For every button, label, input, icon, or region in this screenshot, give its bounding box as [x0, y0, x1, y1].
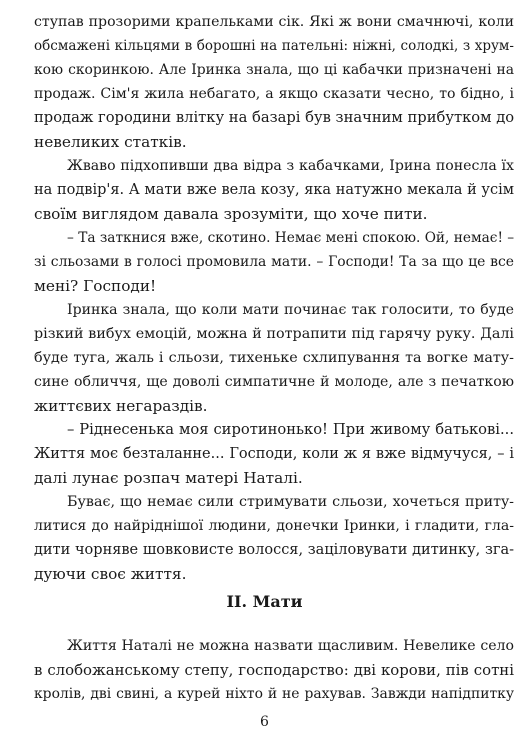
text-line: обсмажені кільцями в борошні на пательні: ніжні, солодкі, з хрум- [34, 38, 514, 54]
text-line: життєвих негараздів. [34, 397, 208, 415]
text-line: дуючи своє життя. [34, 565, 187, 583]
text-line: мені? Господи! [34, 277, 157, 295]
text-line: невеликих статків. [34, 133, 187, 151]
text-line: своїм виглядом давала зрозуміти, що хоче пити. [34, 205, 428, 223]
text-line: кою скоринкою. Але Іринка знала, що ці кабачки призначені на [34, 62, 514, 78]
page-number: 6 [260, 714, 269, 730]
text-line: буде туга, жаль і сльози, тихенькe схлипування та вогке мату- [34, 350, 514, 366]
text-line: кролів, дві свині, а курей ніхто й не рахував. Завжди напідпитку [34, 686, 514, 702]
text-line: продаж городини влітку на базарі був значним прибутком до [34, 109, 515, 126]
text-line: Іринка знала, що коли мати починає так голосити, то буде [67, 302, 514, 318]
text-line: ступав прозорими крапельками сік. Які ж вони смачнючі, коли [34, 14, 514, 30]
text-line: – Та заткнися вже, скотино. Немає мені спокою. Ой, немає! – [67, 230, 515, 246]
text-line: сине обличчя, ще доволі симпатичне й молоде, але з печаткою [34, 374, 514, 390]
text-line: дити чорняве шовковисте волосся, заціловувати дитинку, зга- [34, 542, 514, 558]
text-line: різкий вибух емоцій, можна й потрапити під гарячу руку. Далі [34, 326, 514, 342]
chapter-heading: II. Мати [226, 592, 303, 611]
text-line: в слобожанському степу, господарство: дві корови, пів сотні [34, 661, 514, 679]
text-line: Життя Наталі не можна назвати щасливим. Невелике село [67, 638, 514, 654]
text-line: на подвір'я. А мати вже вела козу, яка натужно мекала й усім [34, 182, 514, 198]
text-line: продаж. Сім'я жила небагато, а якщо сказати чесно, то бідно, і [34, 86, 514, 102]
text-line: Жваво підхопивши два відра з кабачками, Ірина понесла їх [67, 158, 514, 174]
text-line: Буває, що немає сили стримувати сльози, хочеться притy- [67, 494, 514, 510]
text-line: зі сльозами в голосі промовила мати. – Господи! Та за що це все [34, 254, 514, 270]
text-line: далі лунає розпач матері Наталі. [34, 469, 303, 487]
text-line: – Ріднесенька моя сиротинонько! При живому батькові... [67, 421, 514, 438]
text-line: литися до найріднішої людини, донечки Іринки, і гладити, гла- [34, 518, 514, 534]
text-line: Життя моє безталанне... Господи, коли ж я вже відмучуся, – і [34, 446, 514, 462]
